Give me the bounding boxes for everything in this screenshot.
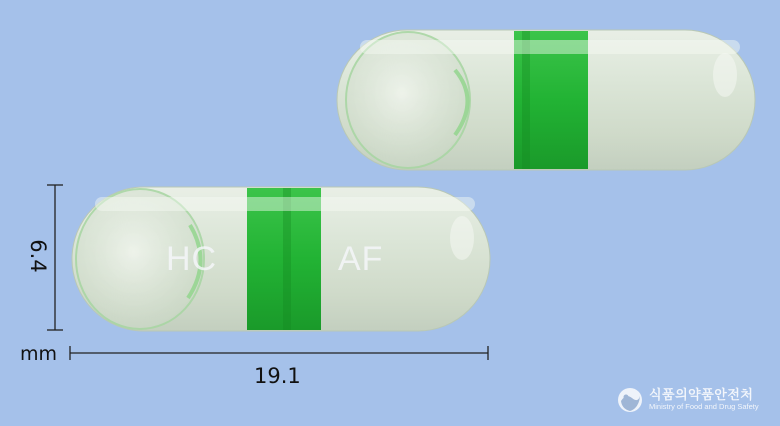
mfds-name-korean: 식품의약품안전처 xyxy=(649,387,754,403)
imprint-left: HC xyxy=(166,240,218,278)
unit-label: mm xyxy=(20,343,58,365)
height-label: 6.4 xyxy=(26,239,50,273)
length-dimension-line xyxy=(70,346,488,360)
mfds-logo-icon xyxy=(617,387,643,413)
capsule-front xyxy=(72,187,490,331)
mfds-name-english: Ministry of Food and Drug Safety xyxy=(649,402,759,412)
capsule-back xyxy=(337,30,755,170)
imprint-right: AF xyxy=(338,240,384,278)
length-label: 19.1 xyxy=(254,364,301,388)
mfds-watermark xyxy=(617,387,759,413)
